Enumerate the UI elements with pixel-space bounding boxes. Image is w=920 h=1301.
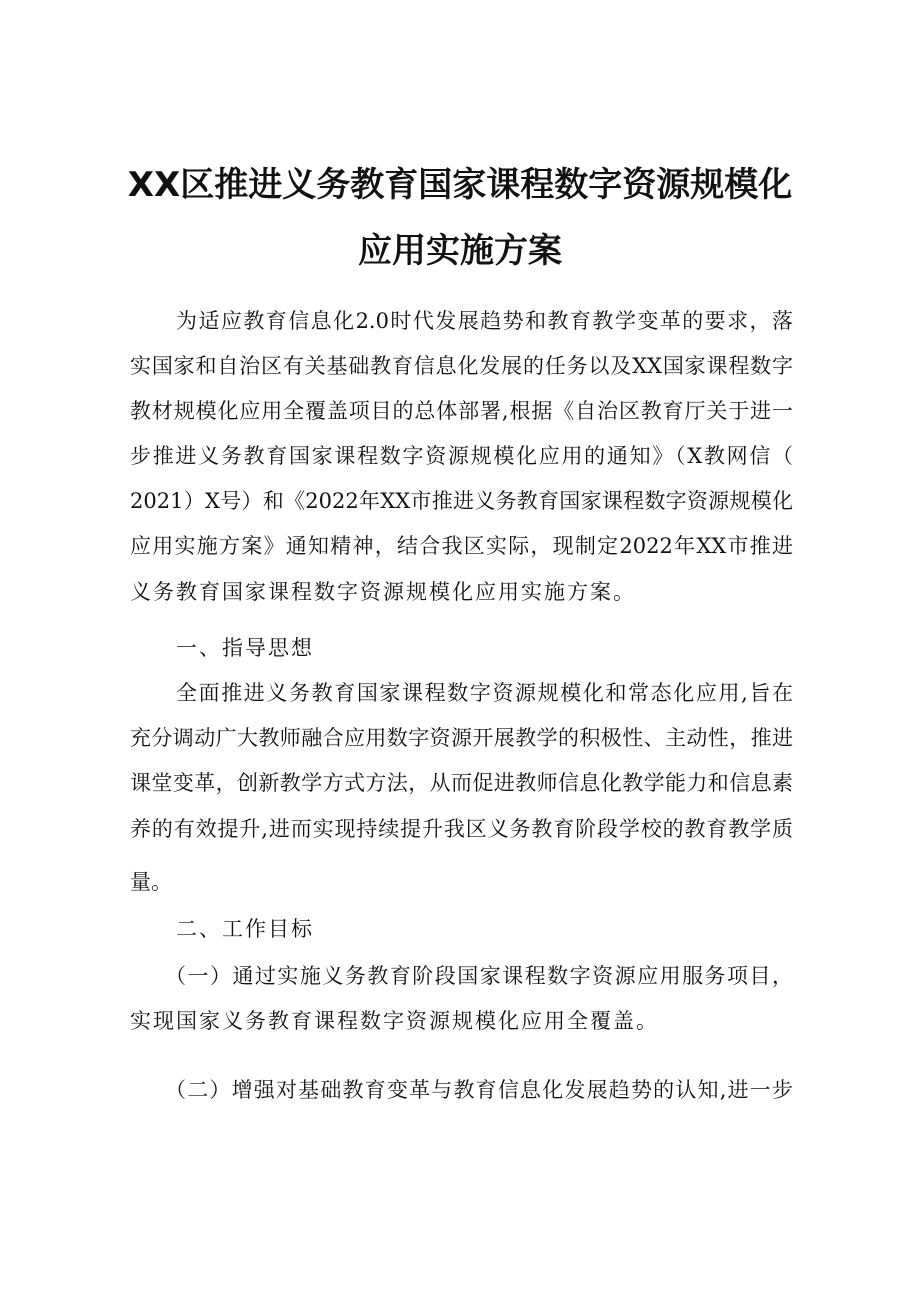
- text-line: 实现国家义务教育课程数字资源规模化应用全覆盖。: [130, 1009, 659, 1033]
- text-line: 为适应教育信息化2.0时代发展趋势和教育教学变革的要求，落: [176, 309, 793, 333]
- text-line: 充分调动广大教师融合应用数字资源开展教学的积极性、主动性，推进: [130, 726, 793, 750]
- text-line: 课堂变革，创新教学方式方法，从而促进教师信息化教学能力和信息素: [130, 771, 793, 795]
- text-line: 养的有效提升,进而实现持续提升我区义务教育阶段学校的教育教学质: [130, 817, 793, 841]
- text-line: 应用实施方案》通知精神，结合我区实际，现制定2022年XX市推进: [130, 534, 793, 558]
- section-heading-1: 一、指导思想: [176, 636, 314, 660]
- text-line: （一）通过实施义务教育阶段国家课程数字资源应用服务项目，: [165, 964, 793, 988]
- text-line: 2021）X号）和《2022年XX市推进义务教育国家课程数字资源规模化: [130, 489, 793, 513]
- text-line: 义务教育国家课程数字资源规模化应用实施方案。: [130, 580, 636, 604]
- text-line: 量。: [130, 870, 172, 894]
- text-line: （二）增强对基础教育变革与教育信息化发展趋势的认知,进一步: [165, 1078, 793, 1102]
- text-line: 全面推进义务教育国家课程数字资源规模化和常态化应用,旨在: [176, 681, 793, 705]
- text-line: 步推进义务教育国家课程数字资源规模化应用的通知》（X教网信（: [130, 444, 793, 468]
- text-line: 实国家和自治区有关基础教育信息化发展的任务以及XX国家课程数字: [130, 354, 793, 378]
- title-line-2: 应用实施方案: [358, 231, 562, 271]
- text-line: 教材规模化应用全覆盖项目的总体部署,根据《自治区教育厅关于进一: [130, 399, 793, 423]
- section-heading-2: 二、工作目标: [176, 917, 314, 941]
- title-line-1: XX区推进义务教育国家课程数字资源规模化: [127, 165, 793, 205]
